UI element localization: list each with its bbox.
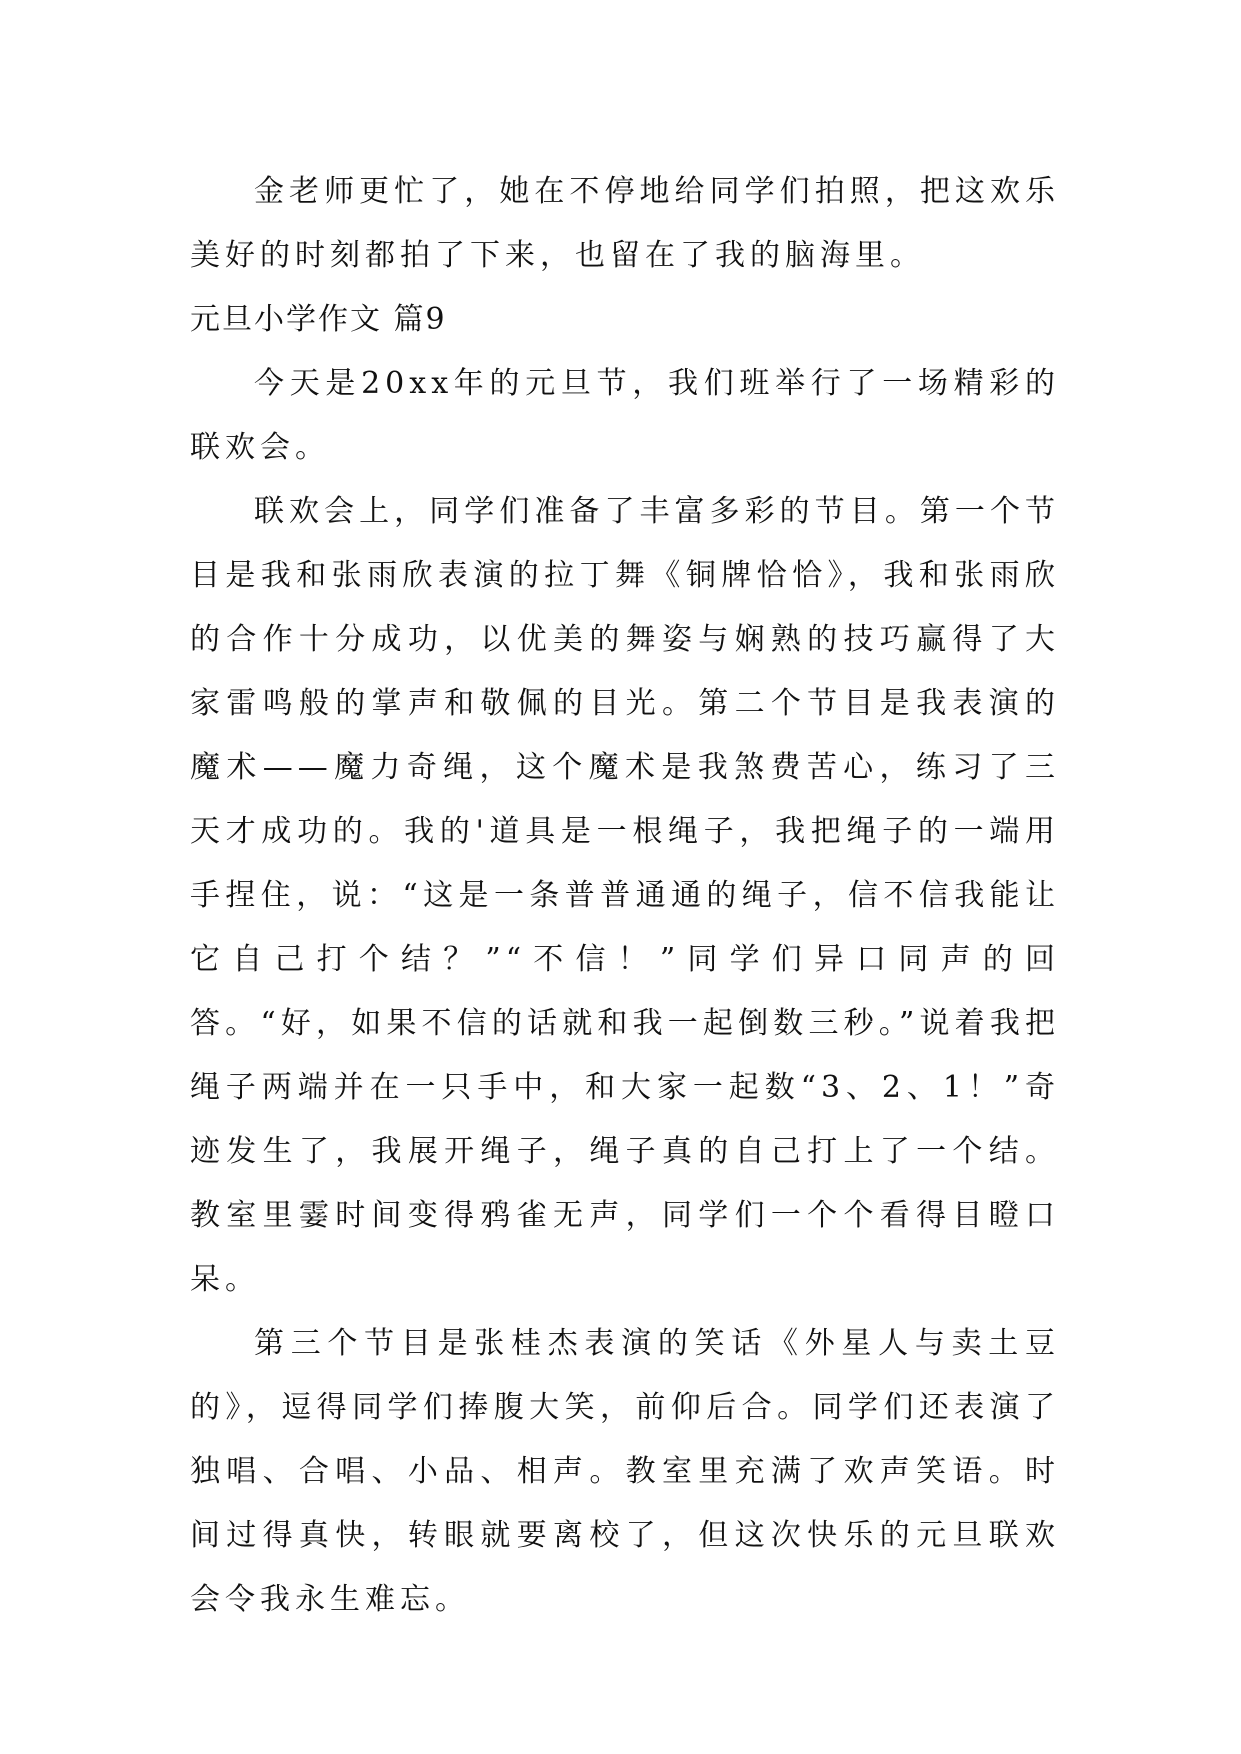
paragraph-intro: 今天是20xx年的元旦节，我们班举行了一场精彩的联欢会。	[190, 366, 1060, 465]
paragraph-teacher-photos: 金老师更忙了，她在不停地给同学们拍照，把这欢乐美好的时刻都拍了下来，也留在了我的脑海里。	[190, 174, 1060, 273]
section-title: 元旦小学作文 篇9	[190, 302, 447, 337]
paragraph-performances: 联欢会上，同学们准备了丰富多彩的节目。第一个节目是我和张雨欣表演的拉丁舞《铜牌恰恰》，我和张雨欣的合作十分成功，以优美的舞姿与娴熟的技巧赢得了大家雷鸣般的掌声和敬佩的目光。第二个节目是我表演的魔术——魔力奇绳，这个魔术是我煞费苦心，练习了三天才成功的。我的'道具是一根绳子，我把绳子的一端用手捏住，说：“这是一条普普通通的绳子，信不信我能让它自己打个结？”“不信！”同学们异口同声的回答。“好，如果不信的话就和我一起倒数三秒。”说着我把绳子两端并在一只手中，和大家一起数“3、2、1！”奇迹发生了，我展开绳子，绳子真的自己打上了一个结。教室里霎时间变得鸦雀无声，同学们一个个看得目瞪口呆。	[190, 494, 1060, 1297]
document-body	[190, 160, 1060, 1632]
paragraph-conclusion: 第三个节目是张桂杰表演的笑话《外星人与卖土豆的》，逗得同学们捧腹大笑，前仰后合。同学们还表演了独唱、合唱、小品、相声。教室里充满了欢声笑语。时间过得真快，转眼就要离校了，但这次快乐的元旦联欢会令我永生难忘。	[190, 1326, 1060, 1617]
